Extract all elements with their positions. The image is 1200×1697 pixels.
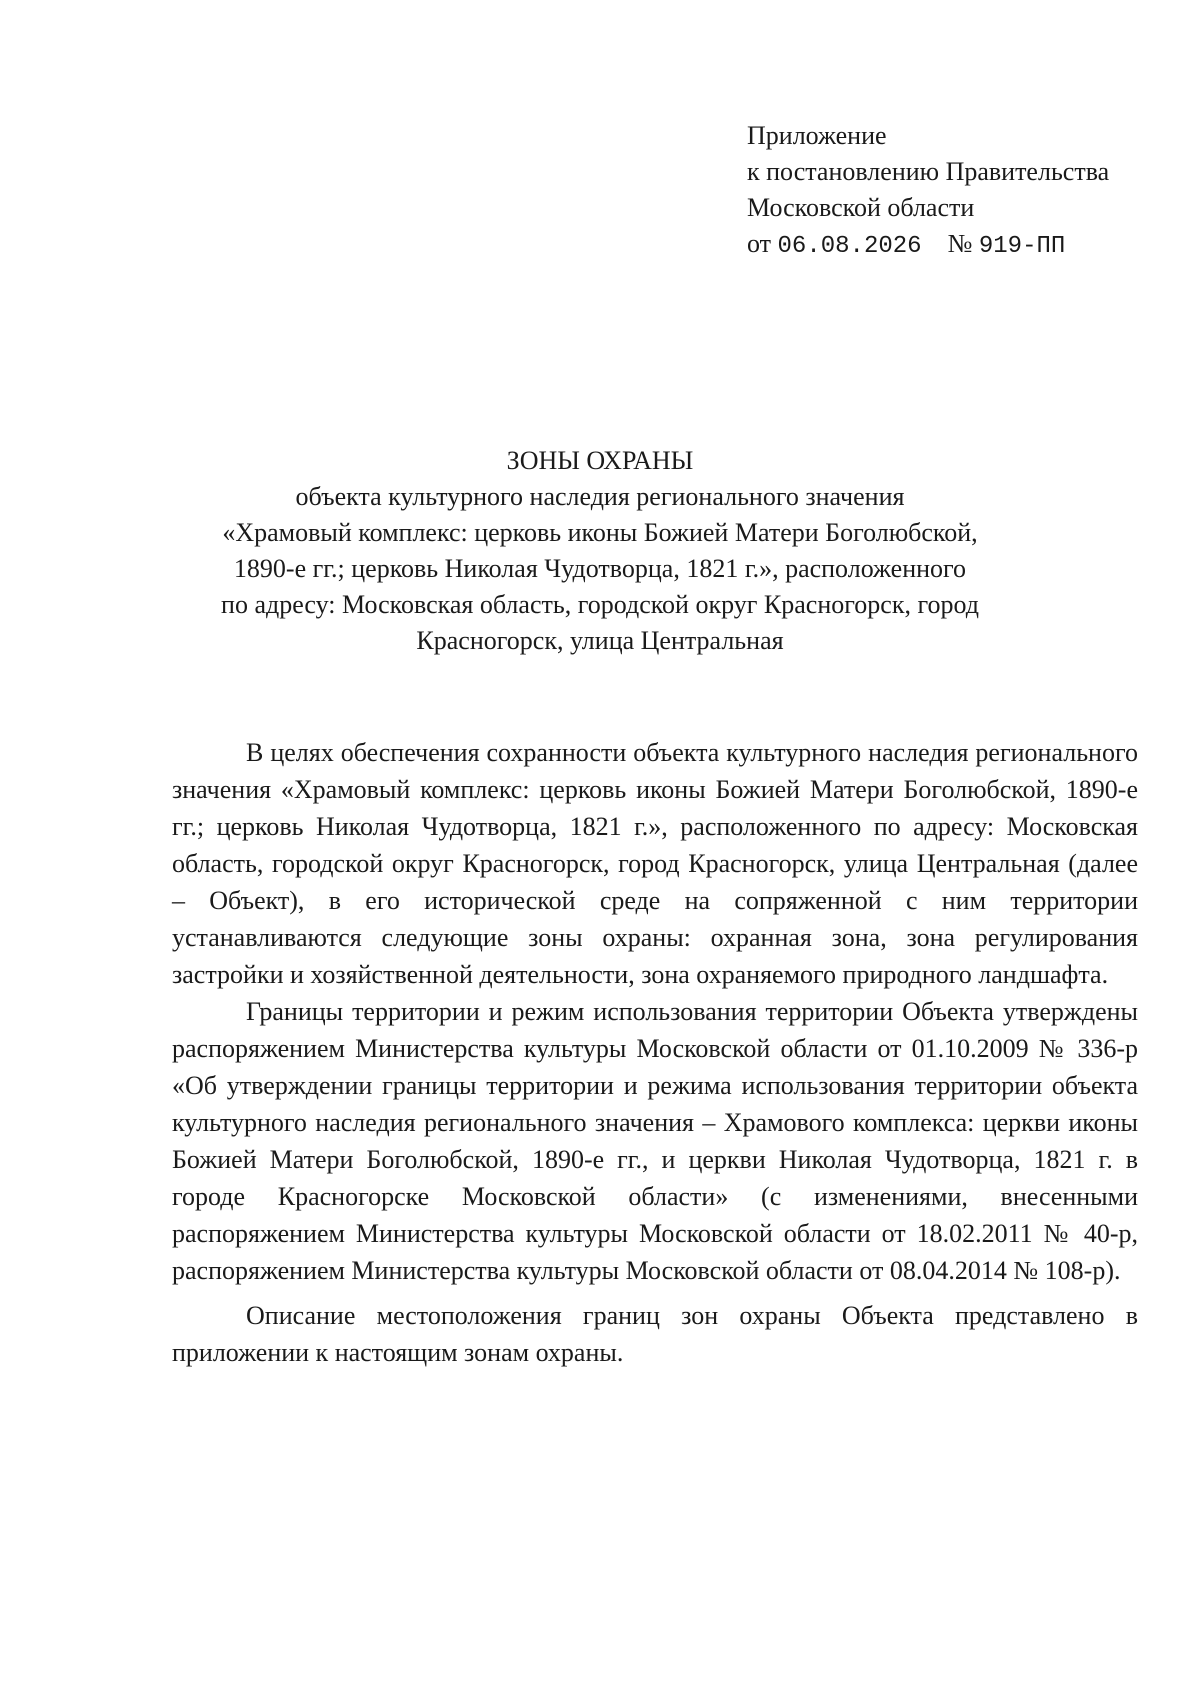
body-paragraph-3: Описание местоположения границ зон охраны Объекта представлено в приложении к настоящим зонам охраны. (172, 1301, 1138, 1367)
title-line-4: по адресу: Московская область, городской округ Красногорск, город (221, 590, 979, 619)
body-paragraph-2: Границы территории и режим использования территории Объекта утверждены распоряжением Министерства культуры Московской области от 01.10.2009 № 336-р «Об утверждении границы территории и режима использования территории объекта культурного наследия регионального значения – Храмового комплекса: церкви иконы Божией Матери Боголюбской, 1890-е гг., и церкви Николая Чудотворца, 1821 г. в городе Красногорске Московской области» (с изменениями, внесенными распоряжением Министерства культуры Московской области от 18.02.2011 № 40-р, распоряжением Министерства культуры Московской области от 08.04.2014 № 108-р). (172, 997, 1138, 1285)
body-paragraph-1: В целях обеспечения сохранности объекта культурного наследия регионального значения «Храмовый комплекс: церковь иконы Божией Матери Боголюбской, 1890-е гг.; церковь Николая Чудотворца, 1821 г.», расположенного по адресу: Московская область, городской округ Красногорск, город Красногорск, улица Центральная (далее – Объект), в его исторической среде на сопряженной с ним территории устанавливаются следующие зоны охраны: охранная зона, зона регулирования застройки и хозяйственной деятельности, зона охраняемого природного ландшафта. (172, 738, 1138, 989)
title-line-1: объекта культурного наследия регионального значения (295, 482, 905, 511)
appendix-header (747, 118, 1167, 265)
title-line-5: Красногорск, улица Центральная (416, 626, 784, 655)
date-number-line (747, 226, 1167, 265)
number-sign: № (947, 229, 973, 258)
document-number: 919-ПП (978, 233, 1066, 260)
document-body (172, 734, 1138, 1371)
title-line-2: «Храмовый комплекс: церковь иконы Божией Матери Боголюбской, (222, 518, 978, 547)
document-date: 06.08.2026 (777, 233, 922, 260)
title-heading: ЗОНЫ ОХРАНЫ (506, 446, 694, 475)
date-prefix: от (747, 229, 772, 258)
title-line-3: 1890-е гг.; церковь Николая Чудотворца, 1821 г.», расположенного (233, 554, 967, 583)
appendix-label: Приложение (747, 121, 887, 150)
region-name: Московской области (747, 193, 975, 222)
resolution-reference: к постановлению Правительства (747, 157, 1110, 186)
document-title (150, 443, 1050, 659)
